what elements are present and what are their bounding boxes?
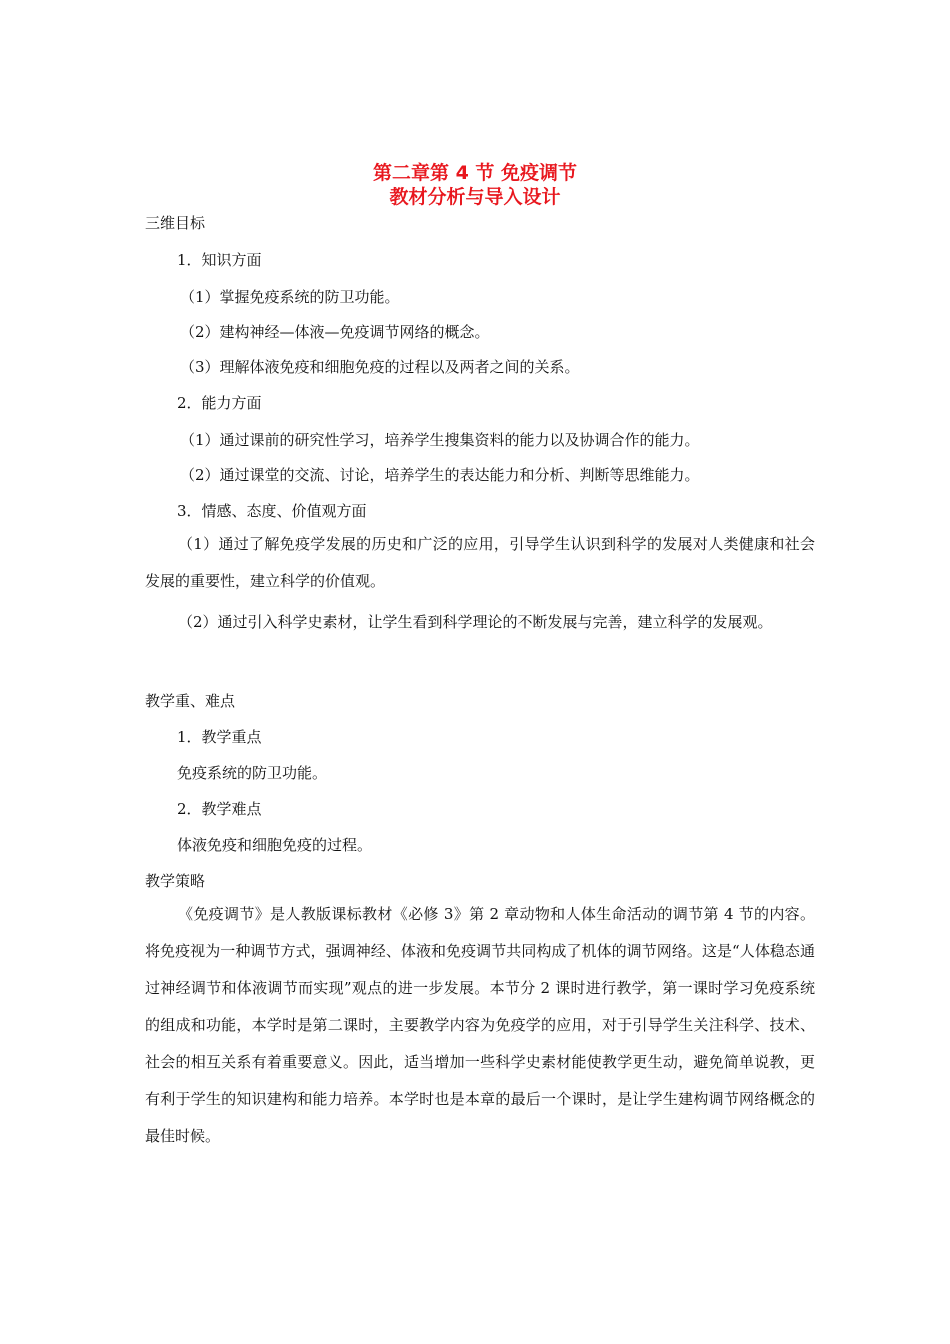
key-point-text: 免疫系统的防卫功能。	[177, 764, 328, 782]
title-line-1: 第二章第 4 节 免疫调节	[372, 162, 578, 184]
section-heading-key-points: 教学重、难点	[145, 692, 236, 710]
goal-2-item-2: （2）通过课堂的交流、讨论，培养学生的表达能力和分析、判断等思维能力。	[180, 466, 700, 484]
goal-2-item-1: （1）通过课前的研究性学习，培养学生搜集资料的能力以及协调合作的能力。	[180, 431, 700, 449]
goal-1-heading: 1．知识方面	[177, 251, 262, 269]
goal-3-item-2: （2）通过引入科学史素材，让学生看到科学理论的不断发展与完善，建立科学的发展观。	[178, 613, 773, 631]
goal-3-item-1: （1）通过了解免疫学发展的历史和广泛的应用，引导学生认识到科学的发展对人类健康和社会发展的重要性，建立科学的价值观。	[145, 535, 815, 590]
difficulty-text: 体液免疫和细胞免疫的过程。	[177, 836, 373, 854]
section-heading-goals: 三维目标	[145, 214, 206, 232]
goal-1-item-1: （1）掌握免疫系统的防卫功能。	[180, 288, 400, 306]
difficulty-heading: 2．教学难点	[177, 800, 262, 818]
section-heading-strategy: 教学策略	[145, 872, 206, 890]
strategy-paragraph: 《免疫调节》是人教版课标教材《必修 3》第 2 章动物和人体生命活动的调节第 4 节的内容。将免疫视为一种调节方式，强调神经、体液和免疫调节共同构成了机体的调节网络。这是“人体稳态通过神经调节和体液调节而实现”观点的进一步发展。本节分 2 课时进行教学，第一课时学习免疫系统的组成和功能，本学时是第二课时，主要教学内容为免疫学的应用，对于引导学生关注科学、技术、社会的相互关系有着重要意义。因此，适当增加一些科学史素材能使教学更生动，避免简单说教，更有利于学生的知识建构和能力培养。本学时也是本章的最后一个课时，是让学生建构调节网络概念的最佳时候。	[145, 905, 815, 1145]
goal-1-item-2: （2）建构神经—体液—免疫调节网络的概念。	[180, 323, 490, 341]
goal-2-heading: 2．能力方面	[177, 394, 262, 412]
key-point-heading: 1．教学重点	[177, 728, 262, 746]
goal-3-heading: 3．情感、态度、价值观方面	[177, 502, 367, 520]
title-line-2: 教材分析与导入设计	[389, 186, 561, 208]
goal-1-item-3: （3）理解体液免疫和细胞免疫的过程以及两者之间的关系。	[180, 358, 580, 376]
